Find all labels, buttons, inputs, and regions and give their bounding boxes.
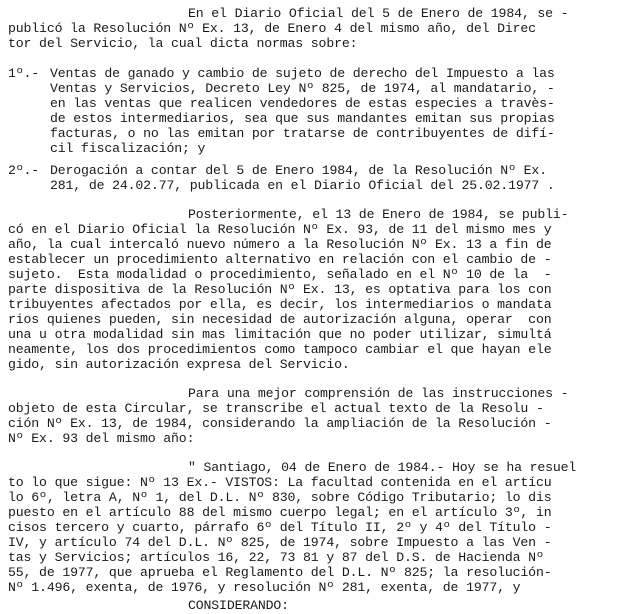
para-2-line: una u otra modalidad sin mas limitación que no poder utilizar, simultá [8,327,552,342]
item-1-line: cil fiscalización; y [50,141,206,156]
considerando-heading: CONSIDERANDO: [188,598,289,613]
quote-line: Nº 1.496, exenta, de 1976, y resolución Nº 281, exenta, de 1977, y [8,580,521,595]
para-3-line: Para una mejor comprensión de las instrucciones - [188,386,569,401]
item-1-number: 1º.- [8,66,40,81]
para-2-line: establecer un procedimiento alternativo en relación con el cambio de - [8,252,552,267]
item-1-line: facturas, o no las emitan por tratarse de contribuyentes de difí- [50,126,555,141]
item-1-line: Ventas y Servicios, Decreto Ley Nº 825, de 1974, al mandatario, - [50,81,555,96]
item-2-number: 2º.- [8,163,40,178]
quote-line: puesto en el artículo 88 del mismo cuerpo legal; en el artículo 3º, in [8,505,552,520]
quote-line: 55, de 1977, que aprueba el Reglamento del D.L. Nº 825; la resolución- [8,565,552,580]
para-2-line: parte dispositiva de la Resolución Nº Ex. 13, es optativa para los con [8,282,552,297]
intro-line: En el Diario Oficial del 5 de Enero de 1984, se - [188,6,569,21]
para-2-line: neamente, los dos procedimientos como tampoco cambiar el que hayan ele [8,342,552,357]
para-2-line: gido, sin autorización expresa del Servicio. [8,357,350,372]
quote-line: tas y Servicios; artículos 16, 22, 73 81 y 87 del D.S. de Hacienda Nº [8,550,544,565]
item-1-line: Ventas de ganado y cambio de sujeto de derecho del Impuesto a las [50,66,555,81]
para-2-line: có en el Diario Oficial la Resolución Nº Ex. 93, de 11 del mismo mes y [8,222,552,237]
quote-line: cisos tercero y cuarto, párrafo 6º del Título II, 2º y 4º del Título - [8,520,552,535]
quote-line: IV, y artículo 74 del D.L. Nº 825, de 1974, sobre Impuesto a las Ven - [8,535,552,550]
para-2-line: tribuyentes afectados por ella, es decir, los intermediarios o mandata [8,297,552,312]
item-2-line: Derogación a contar del 5 de Enero 1984, de la Resolución Nº Ex. [50,163,547,178]
para-2-line: Posteriormente, el 13 de Enero de 1984, se publi- [188,207,569,222]
intro-line: publicó la Resolución Nº Ex. 13, de Enero 4 del mismo año, del Direc [8,21,536,36]
item-2-line: 281, de 24.02.77, publicada en el Diario Oficial del 25.02.1977 . [50,178,555,193]
item-1-line: en las ventas que realicen vendedores de estas especies a travès- [50,96,555,111]
para-2-line: sujeto. Esta modalidad o procedimiento, señalado en el Nº 10 de la - [8,267,552,282]
para-2-line: rios quienes pueden, sin necesidad de autorización alguna, operar con [8,312,552,327]
para-3-line: ción Nº Ex. 13, de 1984, considerando la ampliación de la Resolución - [8,416,552,431]
para-3-line: objeto de esta Circular, se transcribe el actual texto de la Resolu - [8,401,544,416]
para-2-line: año, la cual intercaló nuevo número a la Resolución Nº Ex. 13 a fin de [8,237,552,252]
quote-line: " Santiago, 04 de Enero de 1984.- Hoy se ha resuel [188,460,577,475]
item-1-line: de estos intermediarios, sea que sus mandantes emitan sus propias [50,111,555,126]
para-3-line: Nº Ex. 93 del mismo año: [8,431,195,446]
quote-line: to lo que sigue: Nº 13 Ex.- VISTOS: La facultad contenida en el artícu [8,475,552,490]
intro-line: tor del Servicio, la cual dicta normas sobre: [8,36,358,51]
quote-line: lo 6º, letra A, Nº 1, del D.L. Nº 830, sobre Código Tributario; lo dis [8,490,552,505]
